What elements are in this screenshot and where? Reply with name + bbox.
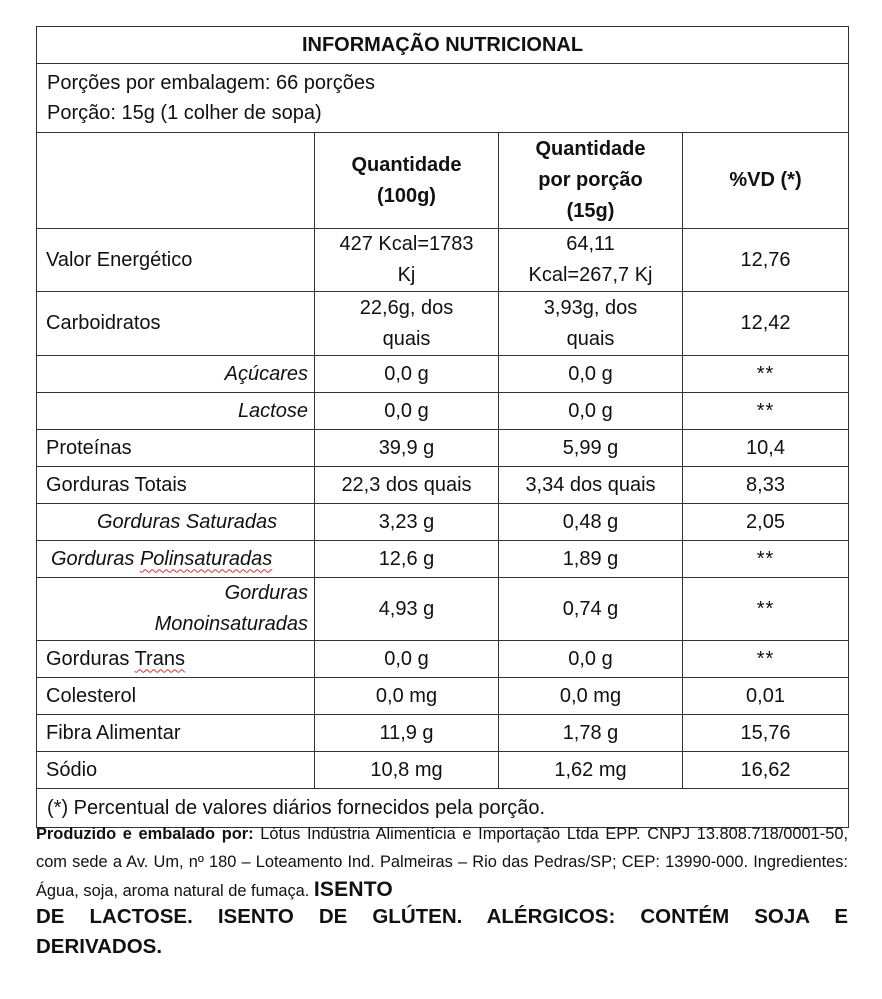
header-qty-portion-line3: (15g) [566, 200, 615, 222]
warning-start: ISENTO [313, 878, 393, 901]
qty-portion-line1: 64,11 [566, 233, 615, 255]
table-row [37, 715, 849, 752]
table-row [37, 430, 849, 467]
portion-info [37, 64, 849, 133]
header-qty-portion [499, 133, 683, 229]
vd-value: 12,76 [683, 229, 849, 292]
table-title: INFORMAÇÃO NUTRICIONAL [37, 27, 849, 64]
qty-portion: 0,0 mg [499, 678, 683, 715]
qty-100g: 39,9 g [315, 430, 499, 467]
qty-portion [499, 229, 683, 292]
qty-100g: 11,9 g [315, 715, 499, 752]
qty-portion: 0,0 g [499, 641, 683, 678]
qty-100g: 0,0 mg [315, 678, 499, 715]
vd-value: 15,76 [683, 715, 849, 752]
qty-100g: 10,8 mg [315, 752, 499, 789]
vd-value: ** [683, 578, 849, 641]
nutrient-name: Lactose [37, 393, 315, 430]
table-row [37, 356, 849, 393]
header-qty-100g [315, 133, 499, 229]
qty-100g: 0,0 g [315, 641, 499, 678]
vd-value: ** [683, 356, 849, 393]
qty-portion: 1,78 g [499, 715, 683, 752]
qty-portion: 3,34 dos quais [499, 467, 683, 504]
vd-value: 10,4 [683, 430, 849, 467]
table-row [37, 292, 849, 356]
table-row [37, 467, 849, 504]
qty-portion: 0,48 g [499, 504, 683, 541]
header-qty-100g-line1: Quantidade [351, 153, 462, 176]
qty-portion: 1,89 g [499, 541, 683, 578]
vd-value: 16,62 [683, 752, 849, 789]
vd-value: ** [683, 393, 849, 430]
table-row [37, 504, 849, 541]
qty-100g-line2: quais [382, 327, 431, 350]
allergen-warning-line2: DE LACTOSE. ISENTO DE GLÚTEN. ALÉRGICOS: CONTÉM SOJA E [36, 905, 848, 928]
nutrient-name: Açúcares [37, 356, 315, 393]
table-row [37, 578, 849, 641]
qty-portion: 5,99 g [499, 430, 683, 467]
qty-100g: 3,23 g [315, 504, 499, 541]
nutrient-name: Sódio [37, 752, 315, 789]
nutrient-name-part1: Gorduras [51, 547, 140, 570]
table-row [37, 641, 849, 678]
vd-value: 12,42 [683, 292, 849, 356]
header-qty-portion-line1: Quantidade [535, 138, 646, 160]
nutrient-name-part2: Trans [134, 647, 185, 670]
qty-portion [499, 292, 683, 356]
qty-100g: 12,6 g [315, 541, 499, 578]
table-row [37, 678, 849, 715]
vd-value: 2,05 [683, 504, 849, 541]
nutrient-name [37, 641, 315, 678]
vd-value: 0,01 [683, 678, 849, 715]
header-qty-100g-line2: (100g) [377, 184, 436, 207]
qty-100g: 0,0 g [315, 356, 499, 393]
nutrient-name: Gorduras Saturadas [37, 504, 315, 541]
table-row [37, 393, 849, 430]
qty-portion: 0,0 g [499, 393, 683, 430]
qty-100g [315, 292, 499, 356]
vd-value: ** [683, 641, 849, 678]
qty-100g: 4,93 g [315, 578, 499, 641]
producer-info [36, 820, 848, 905]
qty-portion-line1: 3,93g, dos [543, 296, 638, 319]
vd-value: ** [683, 541, 849, 578]
qty-portion-line2: Kcal=267,7 Kj [528, 264, 653, 286]
qty-portion: 1,62 mg [499, 752, 683, 789]
header-qty-portion-line2: por porção [538, 169, 643, 191]
nutrition-table [36, 26, 849, 828]
nutrient-name: Fibra Alimentar [37, 715, 315, 752]
table-row [37, 541, 849, 578]
nutrient-name [37, 541, 315, 578]
producer-label: Produzido e embalado por: [36, 825, 254, 843]
nutrient-name: Gorduras Totais [37, 467, 315, 504]
nutrient-name: Proteínas [37, 430, 315, 467]
table-row [37, 229, 849, 292]
nutrient-name-line2: Monoinsaturadas [154, 613, 308, 635]
qty-portion: 0,0 g [499, 356, 683, 393]
title-row [37, 27, 849, 64]
vd-value: 8,33 [683, 467, 849, 504]
qty-100g: 22,3 dos quais [315, 467, 499, 504]
allergen-warning-line3: DERIVADOS. [36, 935, 163, 958]
serving-size: Porção: 15g (1 colher de sopa) [47, 102, 322, 124]
nutrient-name: Valor Energético [37, 229, 315, 292]
header-empty-cell [37, 133, 315, 229]
qty-100g-line1: 427 Kcal=1783 [339, 233, 474, 255]
nutrient-name-line1: Gorduras [224, 582, 308, 604]
header-vd: %VD (*) [683, 133, 849, 229]
qty-100g-line1: 22,6g, dos [359, 296, 454, 319]
nutrient-name [37, 578, 315, 641]
servings-per-package: Porções por embalagem: 66 porções [47, 72, 375, 94]
table-row [37, 752, 849, 789]
nutrient-name-part2: Polinsaturadas [139, 547, 273, 570]
nutrient-name: Carboidratos [37, 292, 315, 356]
portion-row [37, 64, 849, 133]
footnote: (*) Percentual de valores diários fornecidos pela porção. [37, 789, 849, 828]
qty-100g [315, 229, 499, 292]
header-row [37, 133, 849, 229]
producer-text: Lótus Indústria Alimentícia e Importação Ltda EPP. CNPJ 13.808.718/0001-50, com sede a Av. Um, nº 180 – Loteamento Ind. Palmeiras – Rio das Pedras/SP; CEP: 13990-000. Ingredientes: Água, soja, aroma natural de fumaça. [36, 825, 849, 900]
qty-100g: 0,0 g [315, 393, 499, 430]
qty-100g-line2: Kj [397, 264, 416, 286]
qty-portion: 0,74 g [499, 578, 683, 641]
nutrient-name: Colesterol [37, 678, 315, 715]
qty-portion-line2: quais [566, 327, 615, 350]
nutrition-label [36, 26, 848, 828]
nutrient-name-part1: Gorduras [46, 647, 135, 670]
